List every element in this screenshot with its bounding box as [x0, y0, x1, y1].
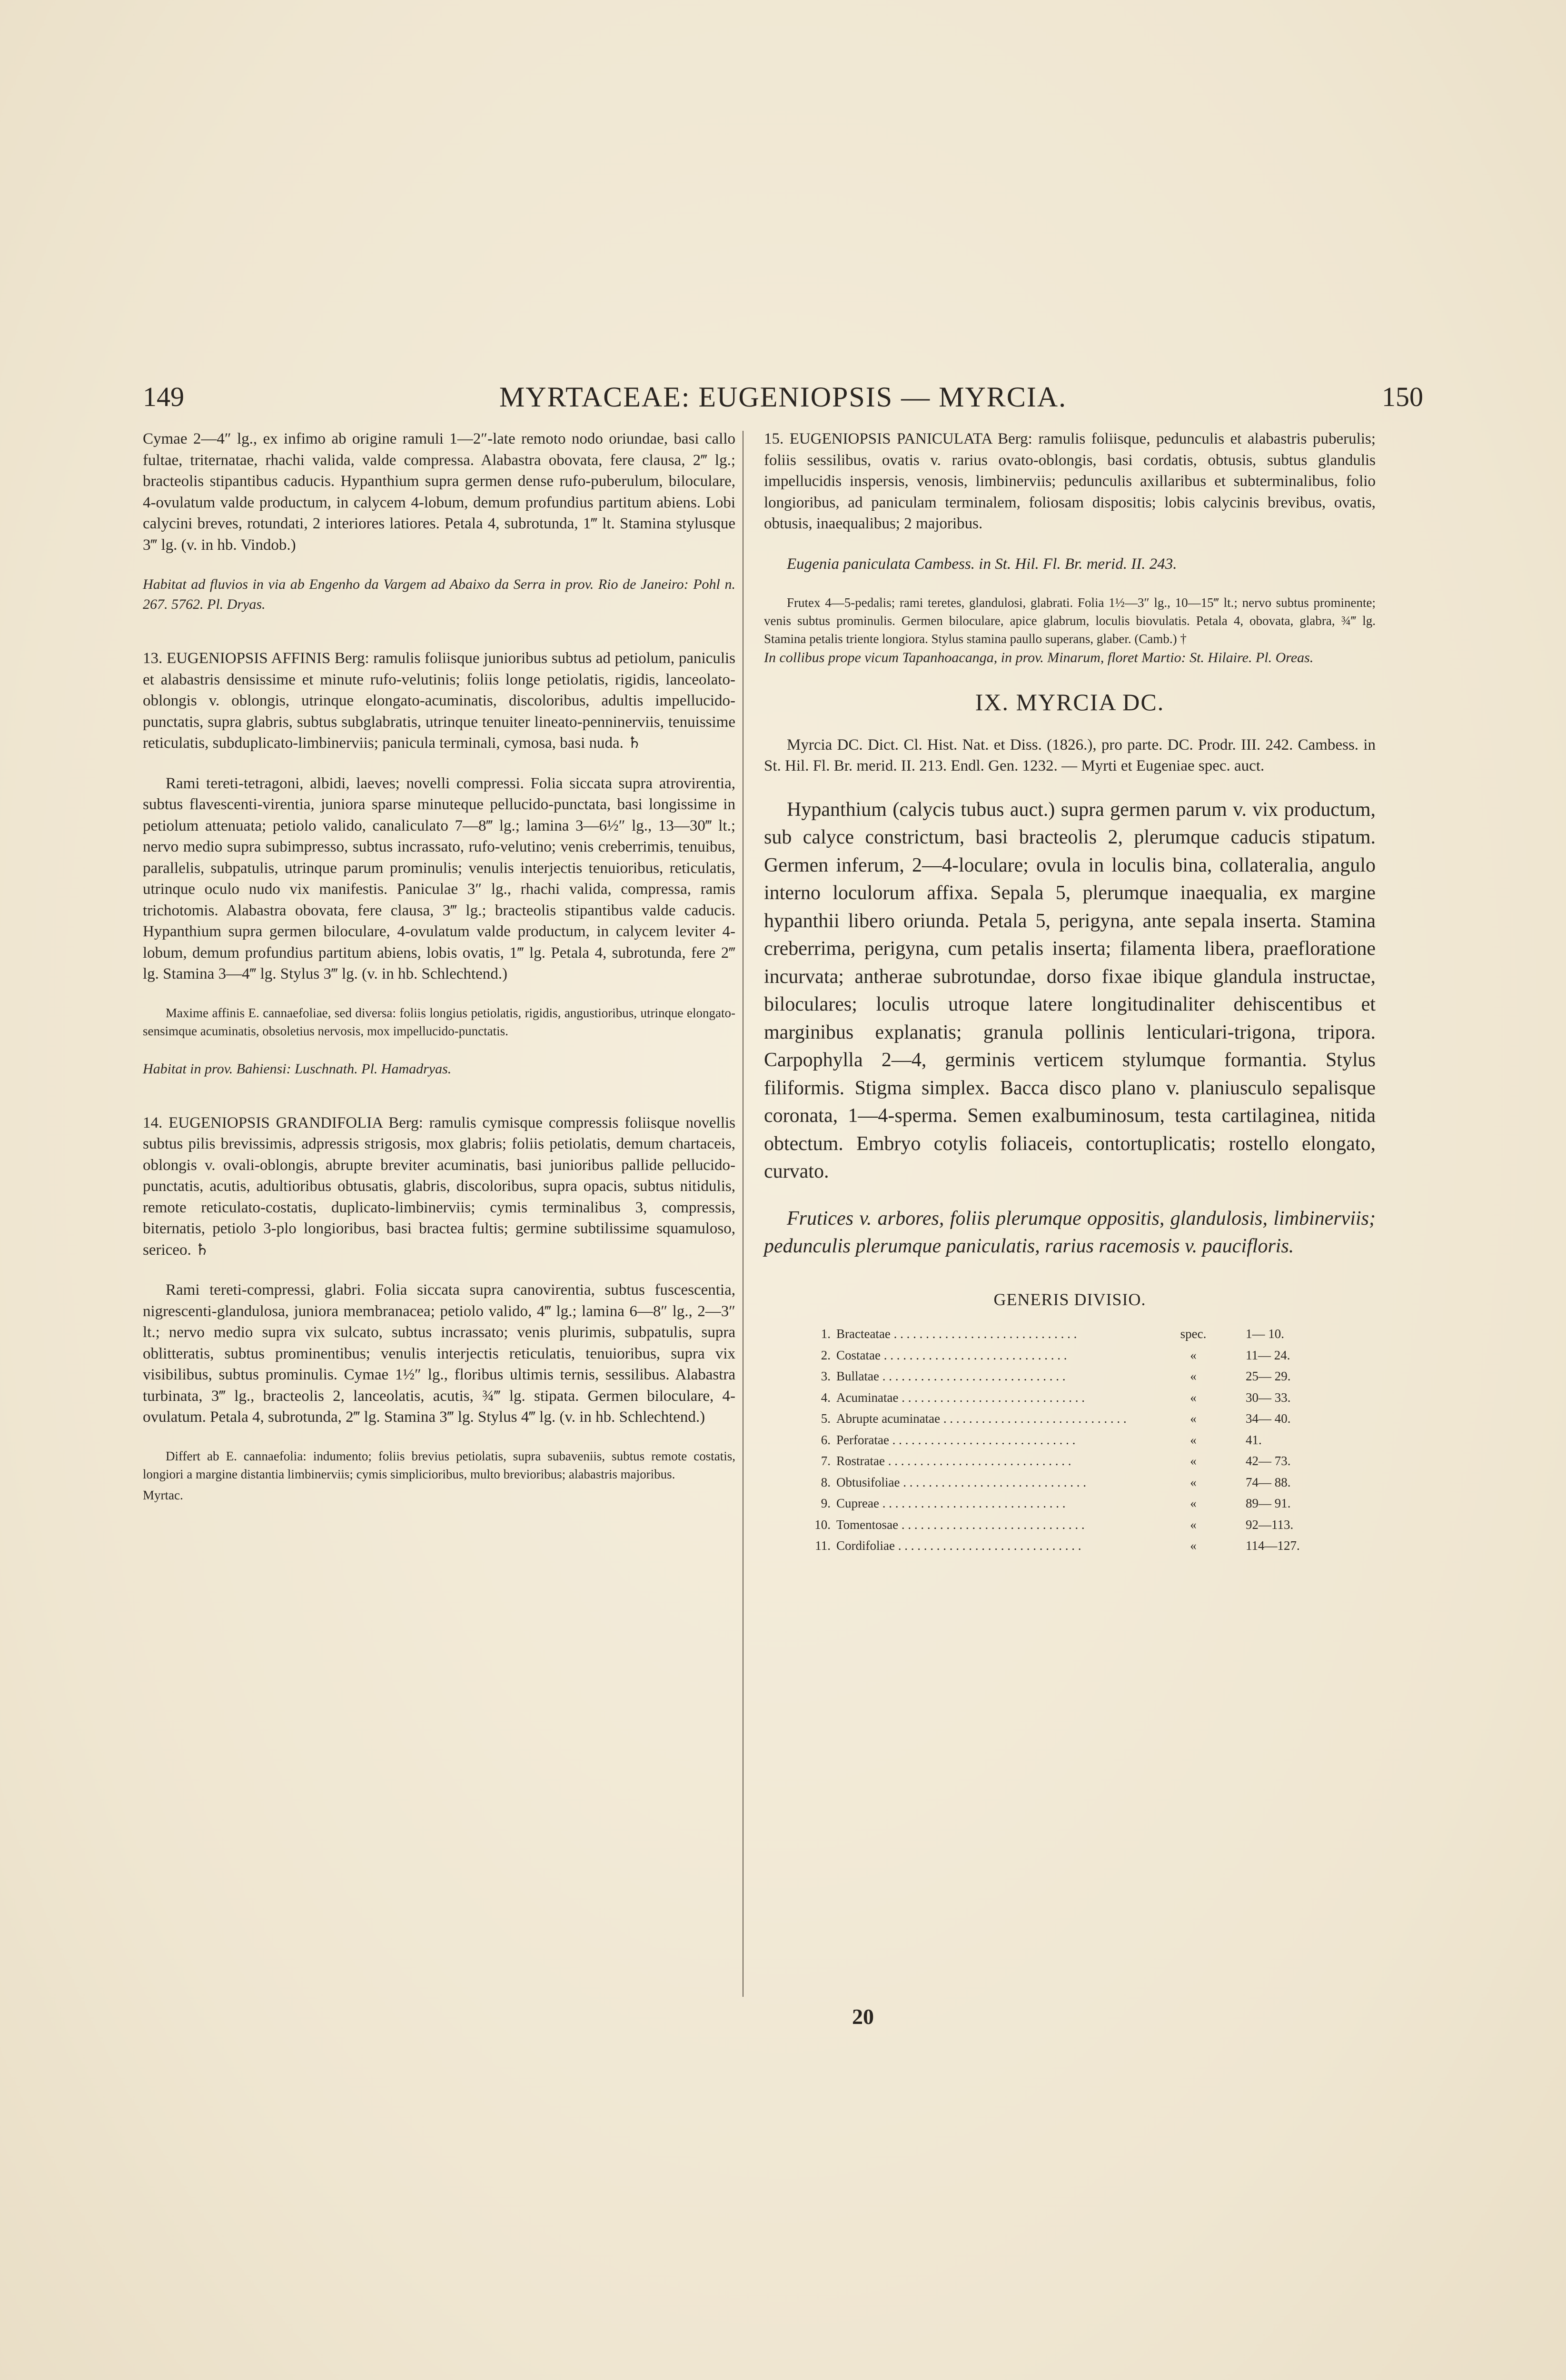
table-row: [764, 1366, 1376, 1387]
division-number: 2.: [821, 1348, 831, 1362]
division-number: 11.: [815, 1538, 831, 1553]
division-range: 11— 24.: [1246, 1348, 1290, 1362]
division-name: Cupreae . . . . . . . . . . . . . . . . . . . . . . . . . . . . .: [836, 1496, 1066, 1510]
right-column: [764, 428, 1376, 1557]
habitat-note-3: In collibus prope vicum Tapanhoacanga, in prov. Minarum, floret Martio: St. Hilaire. Pl. Oreas.: [764, 650, 1314, 665]
species-14-comparison: Differt ab E. cannaefolia: indumento; foliis brevius petiolatis, supra subaveniis, subtus remote costatis, longiori a margine distantia limbinerviis; cymis simplicioribus, multo brevioribus; alabastris majoribus.: [143, 1448, 735, 1481]
division-kind: «: [1190, 1538, 1197, 1553]
table-row: [764, 1345, 1376, 1366]
division-name: Rostratae . . . . . . . . . . . . . . . . . . . . . . . . . . . . .: [836, 1454, 1071, 1468]
species-15-synonym: Eugenia paniculata Cambess. in St. Hil. Fl. Br. merid. II. 243.: [787, 555, 1177, 573]
division-kind: spec.: [1180, 1327, 1207, 1341]
table-row: [764, 1535, 1376, 1557]
division-range: 114—127.: [1246, 1538, 1300, 1553]
table-row: [764, 1323, 1376, 1345]
table-row: [764, 1387, 1376, 1408]
division-name: Perforatae . . . . . . . . . . . . . . . . . . . . . . . . . . . . .: [836, 1432, 1076, 1447]
division-number: 6.: [821, 1432, 831, 1447]
habitat-note-1: Habitat ad fluvios in via ab Engenho da Vargem ad Abaixo da Serra in prov. Rio de Janeiro: Pohl n. 267. 5762. Pl. Dryas.: [143, 576, 735, 612]
paragraph-cymae: Cymae 2—4″ lg., ex infimo ab origine ramuli 1—2″-late remoto nodo oriundae, basi callo fultae, triternatae, rhachi valida, valde compressa. Alabastra obovata, fere clausa, 2‴ lg.; bracteolis stipantibus caducis. Hypanthium supra germen dense rufo-puberulum, biloculare, 4-ovulatum valde productum, in calycem 4-lobum, demum profundius partitum abiens. Lobi calycini breves, rotundati, 2 interiores latiores. Petala 4, subrotunda, 1‴ lt. Stamina stylusque 3‴ lg. (v. in hb. Vindob.): [143, 430, 735, 554]
table-row: [764, 1429, 1376, 1451]
division-number: 8.: [821, 1475, 831, 1489]
division-range: 34— 40.: [1246, 1411, 1291, 1426]
division-number: 3.: [821, 1369, 831, 1383]
division-kind: «: [1190, 1432, 1197, 1447]
division-name: Abrupte acuminatae . . . . . . . . . . . . . . . . . . . . . . . . . . . . .: [836, 1411, 1127, 1426]
genus-description: Hypanthium (calycis tubus auct.) supra germen parum v. vix productum, sub calyce constrictum, basi bracteolis 2, plerumque caducis stipatum. Germen inferum, 2—4-loculare; ovula in loculis bina, collateralia, angulo interno loculorum affixa. Sepala 5, plerumque inaequalia, ex margine hypanthii libero oriunda. Petala 5, perigyna, ante sepala inserta. Stamina creberrima, perigyna, cum petalis inserta; filamenta libera, praefloratione incurvata; antherae subrotundae, dorso fixae ibique glandula instructae, biloculares; loculis utroque latere longitudinaliter dehiscentibus et marginibus explanatis; granula pollinis lenticulari-trigona, tripora. Carpophylla 2—4, germinis verticem stylumque formantia. Stylus filiformis. Stigma simplex. Bacca disco plano v. planiusculo sepalisque coronata, 1—4-sperma. Semen exalbuminosum, testa cartilaginea, nitida obtectum. Embryo cotylis foliaceis, contortuplicatis; rostello elongato, curvato.: [764, 798, 1376, 1182]
running-title: MYRTACEAE: EUGENIOPSIS — MYRCIA.: [499, 381, 1067, 413]
division-name: Costatae . . . . . . . . . . . . . . . . . . . . . . . . . . . . .: [836, 1348, 1067, 1362]
division-kind: «: [1190, 1517, 1197, 1532]
division-kind: «: [1190, 1454, 1197, 1468]
division-range: 1— 10.: [1246, 1327, 1284, 1341]
division-name: Cordifoliae . . . . . . . . . . . . . . . . . . . . . . . . . . . . .: [836, 1538, 1081, 1553]
division-kind: «: [1190, 1369, 1197, 1383]
species-15-details: Frutex 4—5-pedalis; rami teretes, glandulosi, glabrati. Folia 1½—3″ lg., 10—15‴ lt.; nervo subtus prominente; venis subtus prominulis. Germen biloculare, apice glabrum, loculis biovulatis. Petala 4, obovata, glabra, ¾‴ lg. Stamina petalis triente longiora. Stylus stamina paullo superans, glaber. (Camb.) †: [764, 595, 1376, 646]
division-number: 7.: [821, 1454, 831, 1468]
left-column: [143, 428, 735, 1504]
division-kind: «: [1190, 1475, 1197, 1489]
division-range: 30— 33.: [1246, 1390, 1291, 1405]
species-13-description: 13. EUGENIOPSIS AFFINIS Berg: ramulis foliisque junioribus subtus ad petiolum, paniculis et alabastris densissime et minute rufo-velutinis; foliis longe petiolatis, rigidis, lanceolato-oblongis v. oblongis, utrinque elongato-acuminatis, discoloribus, adultis impellucido-punctatis, supra glabris, subtus subglabratis, utrinque tenuiter lineato-penninerviis, tenuissime reticulatis, subduplicato-limbinerviis; panicula terminali, cymosa, basi nuda. ♄: [143, 650, 735, 752]
genus-title: IX. MYRCIA DC.: [975, 689, 1165, 715]
division-number: 1.: [821, 1327, 831, 1341]
species-14-details: Rami tereti-compressi, glabri. Folia siccata supra canovirentia, subtus fuscescentia, nigrescenti-glandulosa, juniora membranacea; petiolo valido, 4‴ lg.; lamina 6—8″ lg., 2—3″ lt.; nervo medio supra vix sulcato, subtus incrassato; venis plurimis, subpatulis, supra oblitteratis, subtus prominentibus; venulis interjectis reticulatis, tenuioribus, supra vix visibilibus, subtus prominulis. Cymae 1½″ lg., floribus ultimis ternis, sessilibus. Alabastra turbinata, 3‴ lg., bracteolis 2, lanceolatis, acutis, ¾‴ lg. stipata. Germen biloculare, 4-ovulatum. Petala 4, subrotunda, 2‴ lg. Stamina 3‴ lg. Stylus 4‴ lg. (v. in hb. Schlechtend.): [143, 1281, 735, 1426]
signature-mark: 20: [852, 2004, 874, 2029]
division-number: 5.: [821, 1411, 831, 1426]
division-range: 89— 91.: [1246, 1496, 1291, 1510]
species-13-details: Rami tereti-tetragoni, albidi, laeves; novelli compressi. Folia siccata supra atrovirentia, subtus flavescenti-virentia, juniora sparse minuteque pellucido-punctata, basi longissime in petiolum attenuata; petiolo valido, canaliculato 7—8‴ lg.; lamina 3—6½″ lg., 13—30‴ lt.; nervo medio supra subimpresso, subtus incrassato, rufo-velutino; venis creberrimis, tenuibus, parallelis, subpatulis, utrinque parum prominulis; venulis interjectis tenuioribus, reticulatis, utrinque oculo nudo vix manifestis. Paniculae 3″ lg., rhachi valida, compressa, ramis trichotomis. Alabastra obovata, fere clausa, 3‴ lg.; bracteolis stipantibus valde caducis. Hypanthium supra germen biloculare, 4-ovulatum valde productum, in calycem leviter 4-lobum, demum profundius partitum abiens, lobis ovatis, 1‴ lg. Petala 4, subrotunda, fere 2‴ lg. Stamina 3—4‴ lg. Stylus 3‴ lg. (v. in hb. Schlechtend.): [143, 774, 735, 982]
division-name: Tomentosae . . . . . . . . . . . . . . . . . . . . . . . . . . . . .: [836, 1517, 1085, 1532]
division-range: 25— 29.: [1246, 1369, 1291, 1383]
page-number-left: 149: [143, 381, 184, 412]
division-name: Obtusifoliae . . . . . . . . . . . . . . . . . . . . . . . . . . . . .: [836, 1475, 1086, 1489]
species-13-comparison: Maxime affinis E. cannaefoliae, sed diversa: foliis longius petiolatis, rigidis, angustioribus, utrinque elongato-sensimque acuminatis, obsoletius nervosis, mox impellucido-punctatis.: [143, 1005, 735, 1038]
table-row: [764, 1472, 1376, 1493]
division-name: Bullatae . . . . . . . . . . . . . . . . . . . . . . . . . . . . .: [836, 1369, 1066, 1383]
division-kind: «: [1190, 1496, 1197, 1510]
division-range: 41.: [1246, 1432, 1262, 1447]
page-number-right: 150: [1382, 381, 1423, 412]
species-15-description: 15. EUGENIOPSIS PANICULATA Berg: ramulis foliisque, pedunculis et alabastris puberulis; foliis sessilibus, ovatis v. rarius ovato-oblongis, basi cordatis, obtusis, subtus glandulis impellucidis inspersis, venosis, limbinerviis; pedunculis axillaribus et subterminalibus, folio longioribus, ad paniculam terminalem, foliosam dispositis; lobis calycinis brevibus, ovatis, obtusis, inaequalibus; 2 majoribus.: [764, 430, 1376, 532]
species-14-description: 14. EUGENIOPSIS GRANDIFOLIA Berg: ramulis cymisque compressis foliisque novellis subtus pilis brevissimis, adpressis strigosis, mox glabris; foliis petiolatis, demum chartaceis, oblongis v. ovali-oblongis, abrupte breviter acuminatis, basi junioribus pallide pellucido-punctatis, acutis, adultioribus obtusatis, glabris, discoloribus, supra opacis, subtus nitidulis, remote reticulato-costatis, duplicato-limbinerviis; cymis terminalibus 3, compressis, biternatis, petiolo 3-plo longioribus, basi bractea fultis; germine subtilissime squamuloso, sericeo. ♄: [143, 1114, 735, 1259]
division-table: [764, 1323, 1376, 1557]
division-kind: «: [1190, 1348, 1197, 1362]
division-range: 74— 88.: [1246, 1475, 1291, 1489]
division-number: 4.: [821, 1390, 831, 1405]
division-range: 42— 73.: [1246, 1454, 1291, 1468]
division-name: Acuminatae . . . . . . . . . . . . . . . . . . . . . . . . . . . . .: [836, 1390, 1085, 1405]
table-row: [764, 1450, 1376, 1472]
footline-myrtac: Myrtac.: [143, 1488, 183, 1502]
genus-habit: Frutices v. arbores, foliis plerumque oppositis, glandulosis, limbinerviis; pedunculis plerumque paniculatis, rarius racemosis v. paucifloris.: [764, 1207, 1376, 1257]
division-number: 10.: [814, 1517, 831, 1532]
genus-synonymy: Myrcia DC. Dict. Cl. Hist. Nat. et Diss. (1826.), pro parte. DC. Prodr. III. 242. Cambess. in St. Hil. Fl. Br. merid. II. 213. Endl. Gen. 1232. — Myrti et Eugeniae spec. auct.: [764, 736, 1376, 774]
table-row: [764, 1493, 1376, 1514]
division-kind: «: [1190, 1390, 1197, 1405]
division-range: 92—113.: [1246, 1517, 1294, 1532]
division-name: Bracteatae . . . . . . . . . . . . . . . . . . . . . . . . . . . . .: [836, 1327, 1077, 1341]
habitat-note-2: Habitat in prov. Bahiensi: Luschnath. Pl. Hamadryas.: [143, 1061, 452, 1077]
division-title: GENERIS DIVISIO.: [993, 1289, 1146, 1309]
table-row: [764, 1514, 1376, 1536]
table-row: [764, 1408, 1376, 1429]
division-number: 9.: [821, 1496, 831, 1510]
division-kind: «: [1190, 1411, 1197, 1426]
page-header: [143, 381, 1423, 424]
